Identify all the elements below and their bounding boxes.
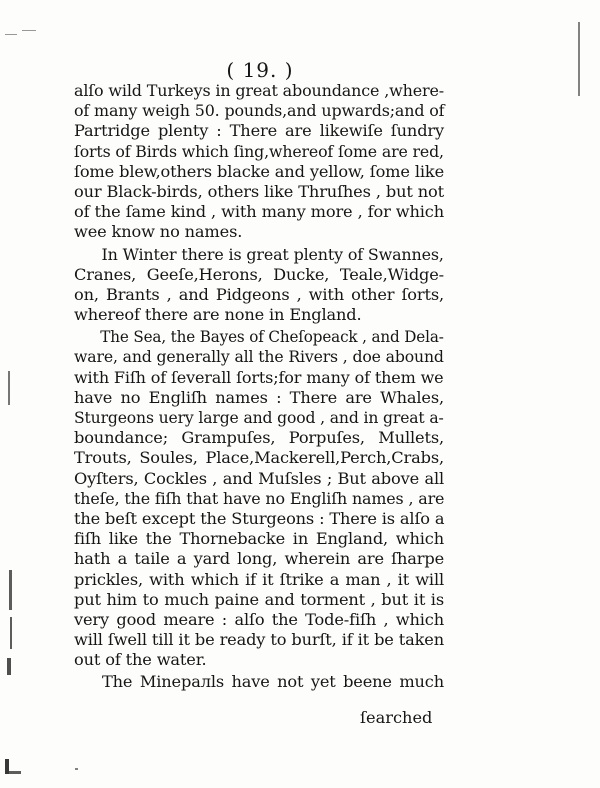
margin-mark	[5, 34, 17, 35]
text-line: on, Brants , and Pidgeons , with other ſorts,	[74, 284, 444, 304]
text-line: Sturgeons uery large and good , and in great a-	[74, 408, 444, 427]
text-line: put him to much paine and torment , but it is	[74, 589, 444, 609]
text-line: with Fiſh of ſeverall ſorts;for many of them we	[74, 367, 444, 387]
text-line: In Winter there is great plenty of Swannes,	[101, 244, 444, 264]
margin-mark	[9, 570, 12, 610]
text-line: The Sea, the Bayes of Cheſopeack , and Dela-	[100, 327, 444, 347]
text-line: of many weigh 50. pounds,and upwards;and of	[74, 101, 445, 121]
text-line: have no Engliſh names : There are Whales,	[74, 387, 444, 407]
margin-mark	[10, 617, 12, 649]
text-line: ſorts of Birds which ſing,whereof ſome are red,	[74, 141, 444, 161]
margin-mark	[8, 371, 10, 405]
margin-mark	[7, 658, 11, 675]
text-line: wee know no names.	[74, 222, 243, 242]
text-line: hath a taile a yard long, wherein are ſharpe	[74, 549, 444, 569]
page-number: ( 19. )	[226, 58, 294, 82]
text-line: fiſh like the Thornebacke in England, which	[74, 529, 444, 549]
margin-mark	[75, 768, 78, 770]
text-line: our Black-birds, others like Thruſhes , but not	[74, 181, 444, 201]
text-line: ware, and generally all the Rivers , doe abound	[74, 347, 444, 367]
text-line: The Minералls have not yet beene much	[102, 672, 444, 692]
text-line: very good meare : alſo the Tode-fiſh , which	[74, 609, 444, 629]
text-line: ſome blew,others blacke and yellow, ſome like	[74, 161, 444, 181]
text-line: will ſwell till it be ready to burſt, if it be taken	[74, 630, 444, 650]
margin-mark	[9, 771, 21, 774]
catchword: ſearched	[360, 708, 433, 727]
text-line: alſo wild Turkeys in great aboundance ,where-	[74, 81, 444, 100]
text-line: whereof there are none in England.	[74, 305, 362, 325]
margin-mark	[22, 30, 36, 31]
text-line: out of the water.	[74, 650, 207, 670]
text-line: boundance; Grampuſes, Porpuſes, Mullets,	[74, 428, 444, 448]
text-line: Oyſters, Cockles , and Muſsles ; But above all	[74, 468, 444, 488]
text-line: Trouts, Soules, Place,Mackerell,Perch,Crabs,	[74, 448, 444, 468]
text-line: of the ſame kind , with many more , for which	[74, 202, 444, 222]
text-line: Cranes, Geeſe,Herons, Ducke, Teale,Widge-	[74, 264, 444, 284]
text-block	[74, 81, 444, 693]
margin-mark	[578, 22, 580, 96]
text-line: prickles, with which if it ſtrike a man , it will	[74, 569, 444, 589]
text-line: the beſt except the Sturgeons : There is alſo a	[74, 508, 445, 528]
text-line: theſe, the fiſh that have no Engliſh names , are	[74, 488, 445, 508]
text-line: Partridge plenty : There are likewiſe ſundry	[74, 121, 444, 141]
